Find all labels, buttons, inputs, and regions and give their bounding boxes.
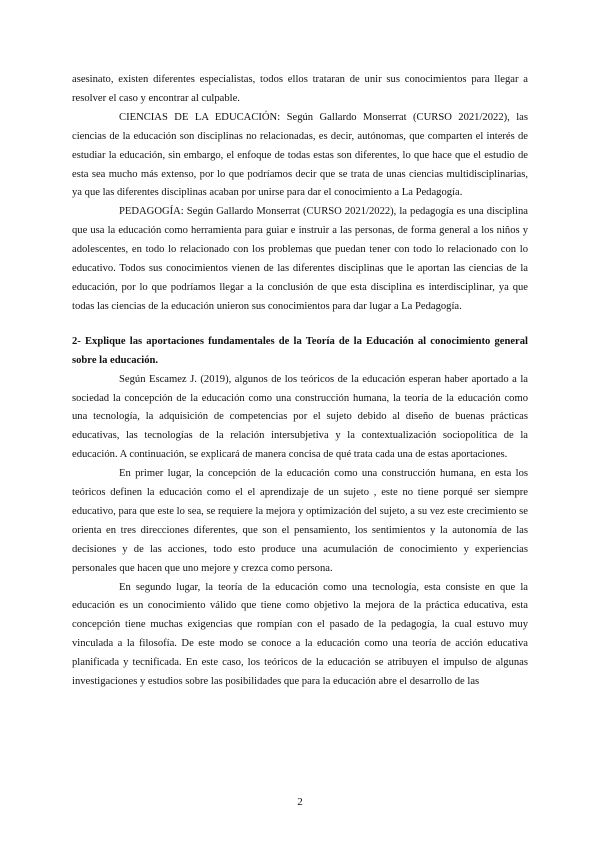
paragraph-aportaciones-intro: Según Escamez J. (2019), algunos de los teóricos de la educación esperan haber aportado a la sociedad la concepción de la educación como una construcción humana, la teoría de la educación como una tecnología, la adquisición de competencias por el sujeto debido al diseño de buenas prácticas educativas, las tecnologías de la relación intersubjetiva y la contextualización sociopolítica de la educación. A continuación, se explicará de manera concisa de qué trata cada una de estas aportaciones. — [72, 373, 528, 461]
paragraph-ciencias-educacion: CIENCIAS DE LA EDUCACIÓN: Según Gallardo Monserrat (CURSO 2021/2022), las ciencias de la educación son disciplinas no relacionadas, es decir, autónomas, que comparten el interés de estudiar la educación, sin embargo, el enfoque de todas estas son diferentes, lo que hace que el estudio de esta sea mucho más extenso, por lo que podríamos decir que se trata de unas ciencias multidisciplinarias, ya que las diferentes disciplinas acaban por unirse para dar el conocimiento a La Pedagogía. — [72, 111, 528, 199]
page-number: 2 — [297, 796, 303, 808]
paragraph-tecnologia: En segundo lugar, la teoría de la educación como una tecnología, esta consiste en que la educación es un conocimiento válido que tiene como objetivo la mejora de la práctica educativa, esta concepción tiene muchas exigencias que rompían con el pasado de la pedagogía, la cual estuvo muy vinculada a la filosofía. De este modo se conoce a la educación como una teoría de acción educativa planificada y tecnificada. En este caso, los teóricos de la educación se atribuyen el impulso de algunas investigaciones y estudios sobre las posibilidades que para la educación abre el desarrollo de las — [72, 581, 528, 688]
paragraph-continuation: asesinato, existen diferentes especialistas, todos ellos trataran de unir sus conocimientos para llegar a resolver el caso y encontrar al culpable. — [72, 74, 528, 104]
paragraph-pedagogia: PEDAGOGÍA: Según Gallardo Monserrat (CURSO 2021/2022), la pedagogía es una disciplina que usa la educación como herramienta para guiar e instruir a las personas, de forma general a los niños y adolescentes, en todo lo relacionado con los problemas que puedan tener con todo lo relacionado con lo educativo. Todos sus conocimientos vienen de las diferentes disciplinas que le aportan las ciencias de la educación, por lo que podríamos llegar a la conclusión de que esta disciplina es interdisciplinar, ya que todas las ciencias de la educación unieron sus conocimientos para dar lugar a La Pedagogía. — [72, 206, 528, 312]
question-heading: 2- Explique las aportaciones fundamentales de la Teoría de la Educación al conocimiento general sobre la educación. — [72, 335, 528, 366]
document-body — [72, 71, 528, 692]
paragraph-construccion-humana: En primer lugar, la concepción de la educación como una construcción humana, en esta los teóricos definen la educación como el el aprendizaje de un sujeto , este no tiene porqué ser siempre educativo, para que este lo sea, se requiere la mejora y optimización del sujeto, a su vez este crecimiento se orienta en tres direcciones diferentes, que son el pensamiento, los sentimientos y la autonomía de las decisiones y de las acciones, todo esto produce una acumulación de conocimiento y experiencias personales que hacen que uno mejore y crezca como persona. — [72, 468, 528, 574]
